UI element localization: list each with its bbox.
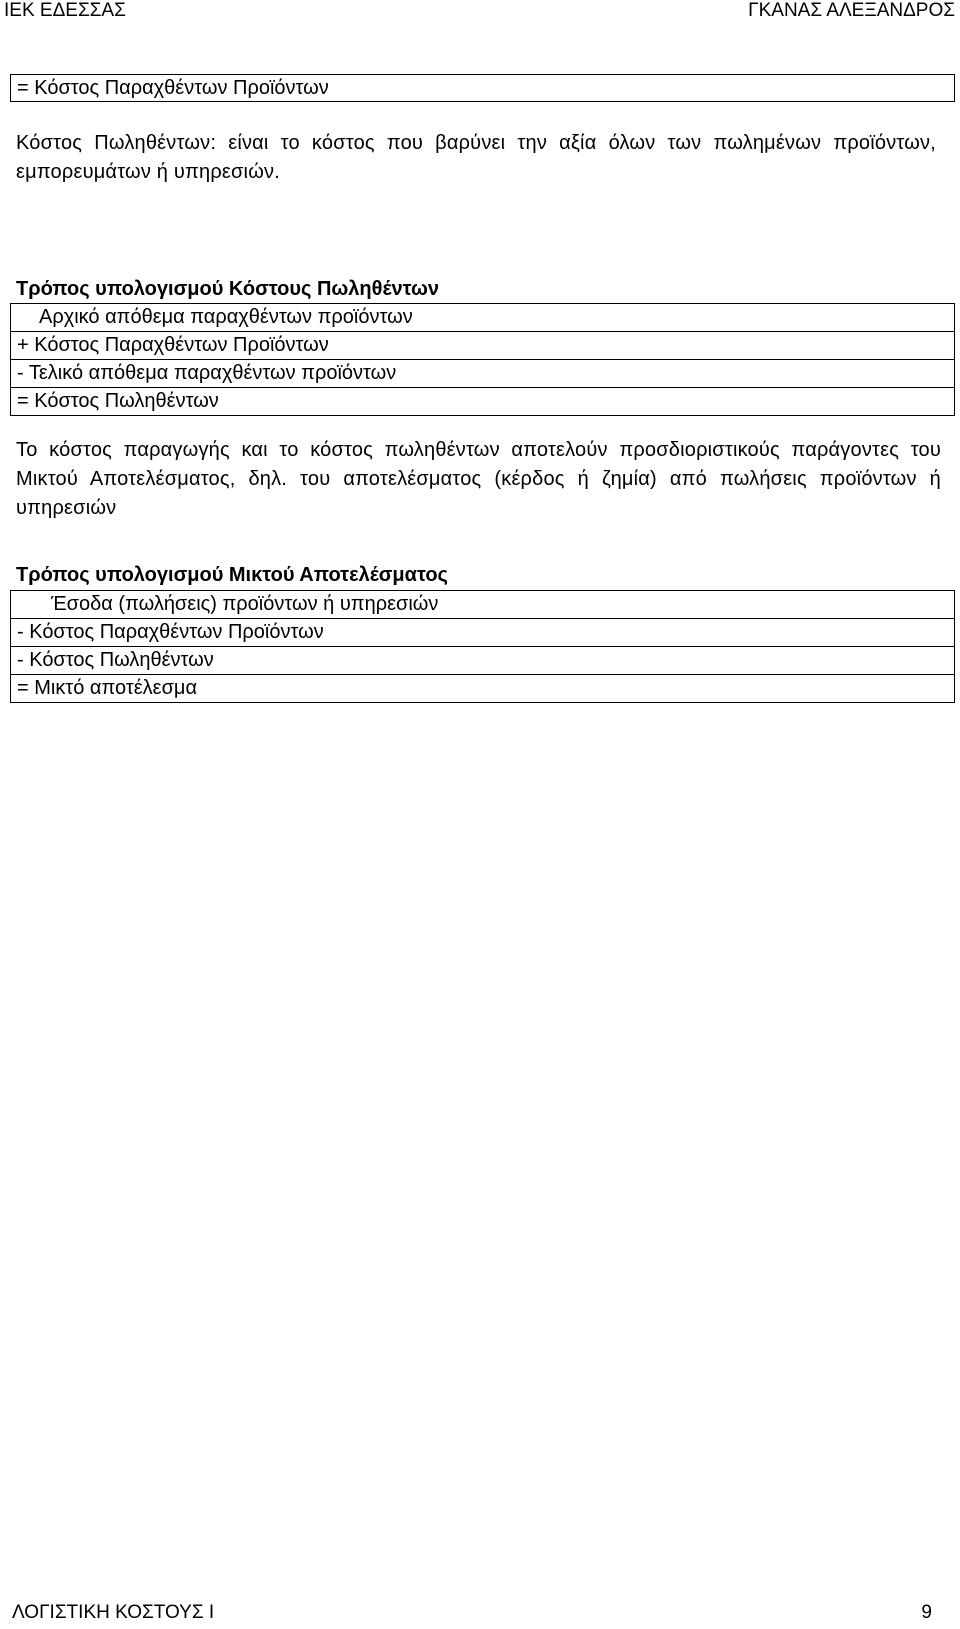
gross-section-title: Τρόπος υπολογισμού Μικτού Αποτελέσματος: [16, 564, 448, 586]
page-footer: [0, 1598, 960, 1628]
factors-paragraph: Το κόστος παραγωγής και το κόστος πωληθέντων αποτελούν προσδιοριστικούς παράγοντες του Μικτού Αποτελέσματος, δηλ. του αποτελέσματος (κέρδος ή ζημία) από πωλήσεις προϊόντων ή υπηρεσιών: [16, 439, 941, 519]
cogs-section-title: Τρόπος υπολογισμού Κόστους Πωληθέντων: [16, 278, 439, 300]
cogs-row: Αρχικό απόθεμα παραχθέντων προϊόντων: [11, 304, 954, 332]
gross-row: - Κόστος Πωληθέντων: [11, 647, 954, 675]
page-header: [0, 0, 960, 26]
gross-row: = Μικτό αποτέλεσμα: [11, 675, 954, 703]
cogs-row: + Κόστος Παραχθέντων Προϊόντων: [11, 332, 954, 360]
cogs-row: = Κόστος Πωληθέντων: [11, 388, 954, 416]
gross-table: [10, 590, 955, 703]
gross-row: Έσοδα (πωλήσεις) προϊόντων ή υπηρεσιών: [11, 591, 954, 619]
header-author: ΓΚΑΝΑΣ ΑΛΕΞΑΝΔΡΟΣ: [748, 0, 955, 21]
gross-row: - Κόστος Παραχθέντων Προϊόντων: [11, 619, 954, 647]
header-school: ΙΕΚ ΕΔΕΣΣΑΣ: [4, 0, 126, 21]
page-number: 9: [921, 1602, 932, 1623]
cogs-row: - Τελικό απόθεμα παραχθέντων προϊόντων: [11, 360, 954, 388]
cogs-definition: Κόστος Πωληθέντων: είναι το κόστος που βαρύνει την αξία όλων των πωλημένων προϊόντων, εμπορευμάτων ή υπηρεσιών.: [16, 132, 936, 183]
top-box-row: = Κόστος Παραχθέντων Προϊόντων: [10, 74, 955, 102]
cogs-table: [10, 303, 955, 416]
footer-course: ΛΟΓΙΣΤΙΚΗ ΚΟΣΤΟΥΣ Ι: [12, 1602, 215, 1623]
